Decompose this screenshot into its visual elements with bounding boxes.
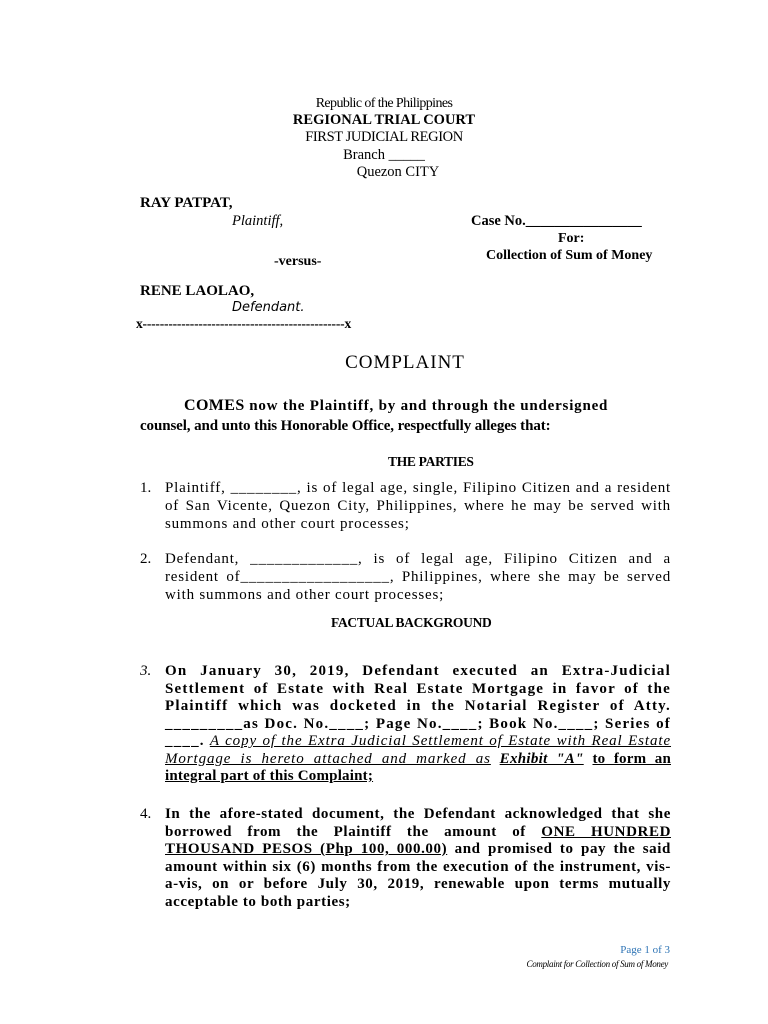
para2-text: Defendant, _____________, is of legal age, Filipino Citizen and a resident of__________________, Philippines, where she may be served with summons and other court processes; xyxy=(165,551,671,603)
section-parties-heading: THE PARTIES xyxy=(388,454,474,469)
document-title: COMPLAINT xyxy=(345,352,465,373)
header-city: Quezon CITY xyxy=(356,164,440,180)
header-region: FIRST JUDICIAL REGION xyxy=(305,129,463,145)
header-republic: Republic of the Philippines xyxy=(315,96,453,111)
para3-number: 3. xyxy=(140,663,152,679)
intro-paragraph: COMES now the Plaintiff, by and through the undersigned counsel, and unto this Honorable Office, respectfully alleges that: xyxy=(140,397,609,434)
loan-amount: ONE HUNDRED THOUSAND PESOS (Php 100, 000.00) xyxy=(165,823,671,857)
section-facts-heading: FACTUAL BACKGROUND xyxy=(331,615,492,630)
due-date: July 30, 2019 xyxy=(317,876,420,892)
case-nature: Collection of Sum of Money xyxy=(486,248,653,263)
defendant-name: RENE LAOLAO, xyxy=(140,283,255,299)
header-branch: Branch _____ xyxy=(343,147,425,163)
case-number: Case No.________________ xyxy=(471,213,642,229)
para1-text: Plaintiff, ________, is of legal age, single, Filipino Citizen and a resident of San Vicente, Quezon City, Philippines, where he may be served with summons and other court processes; xyxy=(165,480,671,532)
plaintiff-role: Plaintiff, xyxy=(232,213,284,229)
para3-text: On January 30, 2019, Defendant executed an Extra-Judicial Settlement of Estate with Real Estate Mortgage in favor of the Plaintiff which was docketed in the Notarial Register of Atty. _________as Doc. No.____; Page No.____; Book No.____; Series of ____. A copy of the Extra Judicial Settlement of Estate with Real Estate Mortgage is hereto attached and marked as Exhibit "A" to form an integral part of this Complaint; xyxy=(165,663,672,784)
defendant-role: Defendant. xyxy=(232,300,305,315)
plaintiff-name: RAY PATPAT, xyxy=(140,195,233,211)
para4-text: In the afore-stated document, the Defendant acknowledged that she borrowed from the Plaintiff the amount of ONE HUNDRED THOUSAND PESOS (Php 100, 000.00) and promised to pay the said amount within six (6) months from the execution of the instrument, vis-a-vis, on or before July 30, 2019, renewable upon terms mutually acceptable to both parties; xyxy=(165,806,671,910)
para3-italic-note: A copy of the Extra Judicial Settlement of Estate with Real Estate Mortgage is hereto attached and marked as xyxy=(165,733,672,767)
versus-label: -versus- xyxy=(274,254,322,269)
for-label: For: xyxy=(558,231,585,246)
exhibit-label: Exhibit "A" xyxy=(499,750,584,767)
header-court: REGIONAL TRIAL COURT xyxy=(292,112,476,128)
para4-number: 4. xyxy=(140,806,152,822)
para3-tail: to form an integral part of this Complaint; xyxy=(165,750,671,784)
caption-divider: x-----------------------------------------------x xyxy=(136,316,351,331)
page-number: Page 1 of 3 xyxy=(620,944,670,956)
footer-document-title: Complaint for Collection of Sum of Money xyxy=(526,959,668,969)
para1-number: 1. xyxy=(140,480,152,496)
para2-number: 2. xyxy=(140,551,152,567)
